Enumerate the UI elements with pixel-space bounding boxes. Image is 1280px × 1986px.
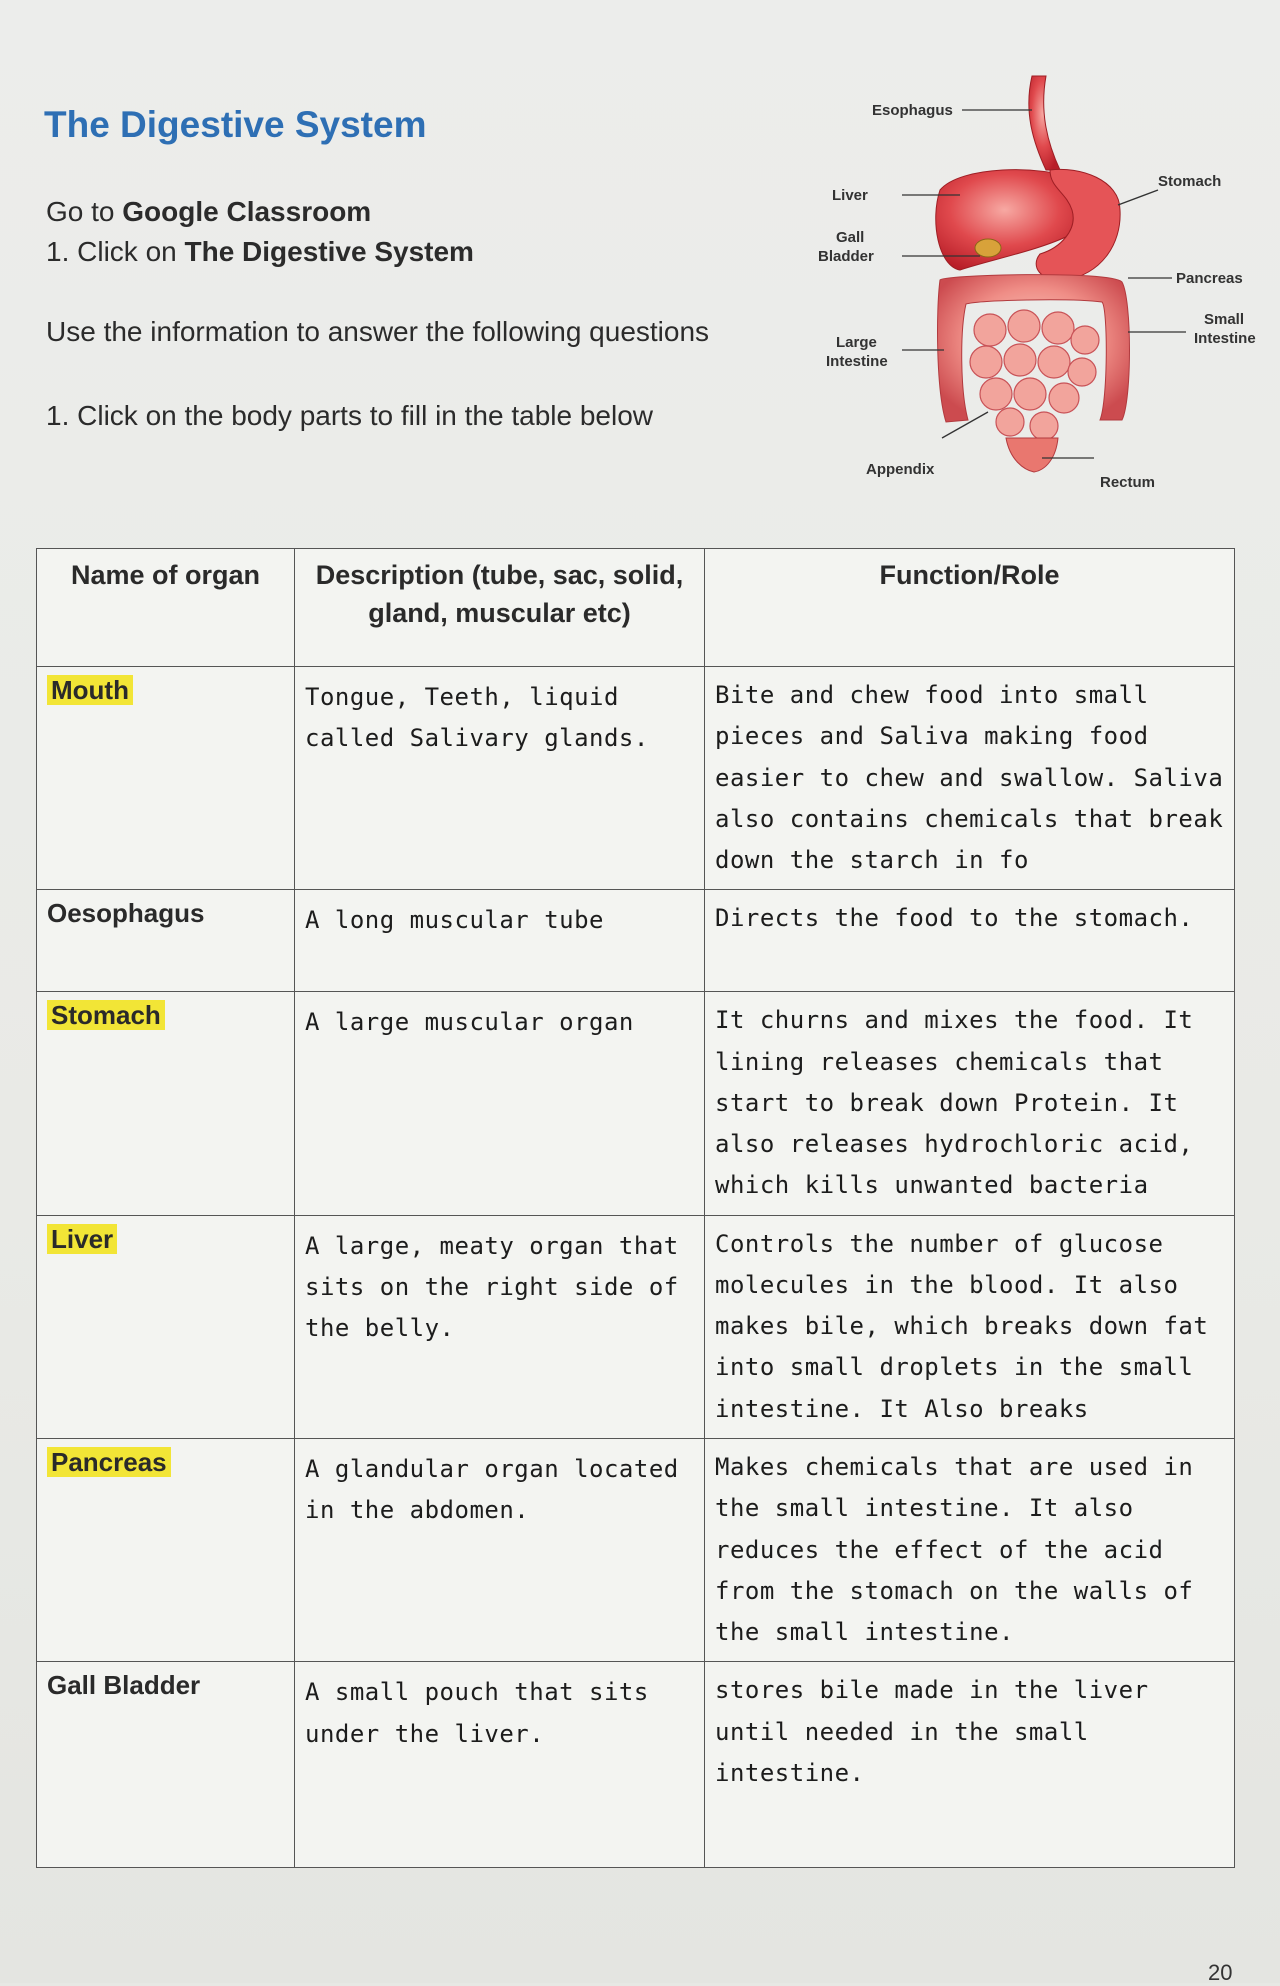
label-appendix: Appendix xyxy=(866,461,935,478)
organ-name: Mouth xyxy=(47,675,133,705)
organ-name: Pancreas xyxy=(47,1447,171,1477)
organ-name: Gall Bladder xyxy=(47,1670,201,1701)
description-cell[interactable]: A long muscular tube xyxy=(295,890,705,992)
table-row xyxy=(37,1438,1235,1661)
organ-name: Stomach xyxy=(47,1000,165,1030)
label-liver: Liver xyxy=(832,187,868,204)
organ-table xyxy=(36,548,1235,1868)
label-small-intestine-2: Intestine xyxy=(1194,330,1256,347)
description-cell[interactable]: Tongue, Teeth, liquid called Salivary glands. xyxy=(295,667,705,890)
question-1: 1. Click on the body parts to fill in the table below xyxy=(46,400,654,431)
organ-name-cell xyxy=(37,1438,295,1661)
label-gall-bladder-1: Gall xyxy=(836,229,865,246)
table-row xyxy=(37,1215,1235,1438)
organ-name: Liver xyxy=(47,1224,117,1254)
table-row xyxy=(37,992,1235,1215)
esophagus-shape xyxy=(1029,76,1060,170)
table-row xyxy=(37,667,1235,890)
function-cell[interactable]: Controls the number of glucose molecules in the blood. It also makes bile, which breaks down fat into small droplets in the small intestine. It Also breaks xyxy=(705,1215,1235,1438)
description-cell[interactable]: A glandular organ located in the abdomen. xyxy=(295,1438,705,1661)
page-title: The Digestive System xyxy=(44,104,427,145)
label-gall-bladder-2: Bladder xyxy=(818,248,874,265)
organ-name-cell xyxy=(37,1662,295,1868)
organ-name-cell xyxy=(37,667,295,890)
function-cell[interactable]: stores bile made in the liver until needed in the small intestine. xyxy=(705,1662,1235,1868)
step1-prefix: 1. Click on xyxy=(46,236,177,267)
label-large-intestine-1: Large xyxy=(836,334,877,351)
function-cell[interactable]: Makes chemicals that are used in the small intestine. It also reduces the effect of the acid from the stomach on the walls of the small intestine. xyxy=(705,1438,1235,1661)
label-large-intestine-2: Intestine xyxy=(826,353,888,370)
table-row xyxy=(37,890,1235,992)
goto-place: Google Classroom xyxy=(122,196,372,227)
goto-prefix: Go to xyxy=(46,196,115,227)
header-function: Function/Role xyxy=(705,549,1235,667)
label-stomach: Stomach xyxy=(1158,173,1222,190)
function-cell[interactable]: Directs the food to the stomach. xyxy=(705,890,1235,992)
page-number: 20 xyxy=(1208,1960,1233,1985)
description-cell[interactable]: A large, meaty organ that sits on the right side of the belly. xyxy=(295,1215,705,1438)
label-pancreas: Pancreas xyxy=(1176,270,1243,287)
label-esophagus: Esophagus xyxy=(872,102,953,119)
step1-target: The Digestive System xyxy=(184,236,474,267)
table-header-row xyxy=(37,549,1235,667)
label-rectum: Rectum xyxy=(1100,474,1156,491)
description-cell[interactable]: A small pouch that sits under the liver. xyxy=(295,1662,705,1868)
organ-name-cell xyxy=(37,1215,295,1438)
function-cell[interactable]: Bite and chew food into small pieces and Saliva making food easier to chew and swallow. Saliva also contains chemicals that break down the starch in fo xyxy=(705,667,1235,890)
gall-bladder-shape xyxy=(975,239,1001,257)
header-organ: Name of organ xyxy=(37,549,295,667)
small-intestine-shape xyxy=(970,310,1099,440)
function-cell[interactable]: It churns and mixes the food. It lining releases chemicals that start to break down Protein. It also releases hydrochloric acid, which kills unwanted bacteria xyxy=(705,992,1235,1215)
organ-name-cell xyxy=(37,992,295,1215)
table-row xyxy=(37,1662,1235,1868)
header-description: Description (tube, sac, solid, gland, muscular etc) xyxy=(295,549,705,667)
goto-line xyxy=(46,196,371,228)
description-cell[interactable]: A large muscular organ xyxy=(295,992,705,1215)
organ-name-cell xyxy=(37,890,295,992)
step1-line xyxy=(46,236,474,268)
organ-name: Oesophagus xyxy=(47,898,205,929)
rectum-shape xyxy=(1006,438,1058,472)
label-small-intestine-1: Small xyxy=(1204,311,1245,328)
digestive-system-diagram xyxy=(810,70,1270,510)
instruction-text: Use the information to answer the following questions xyxy=(46,316,710,347)
